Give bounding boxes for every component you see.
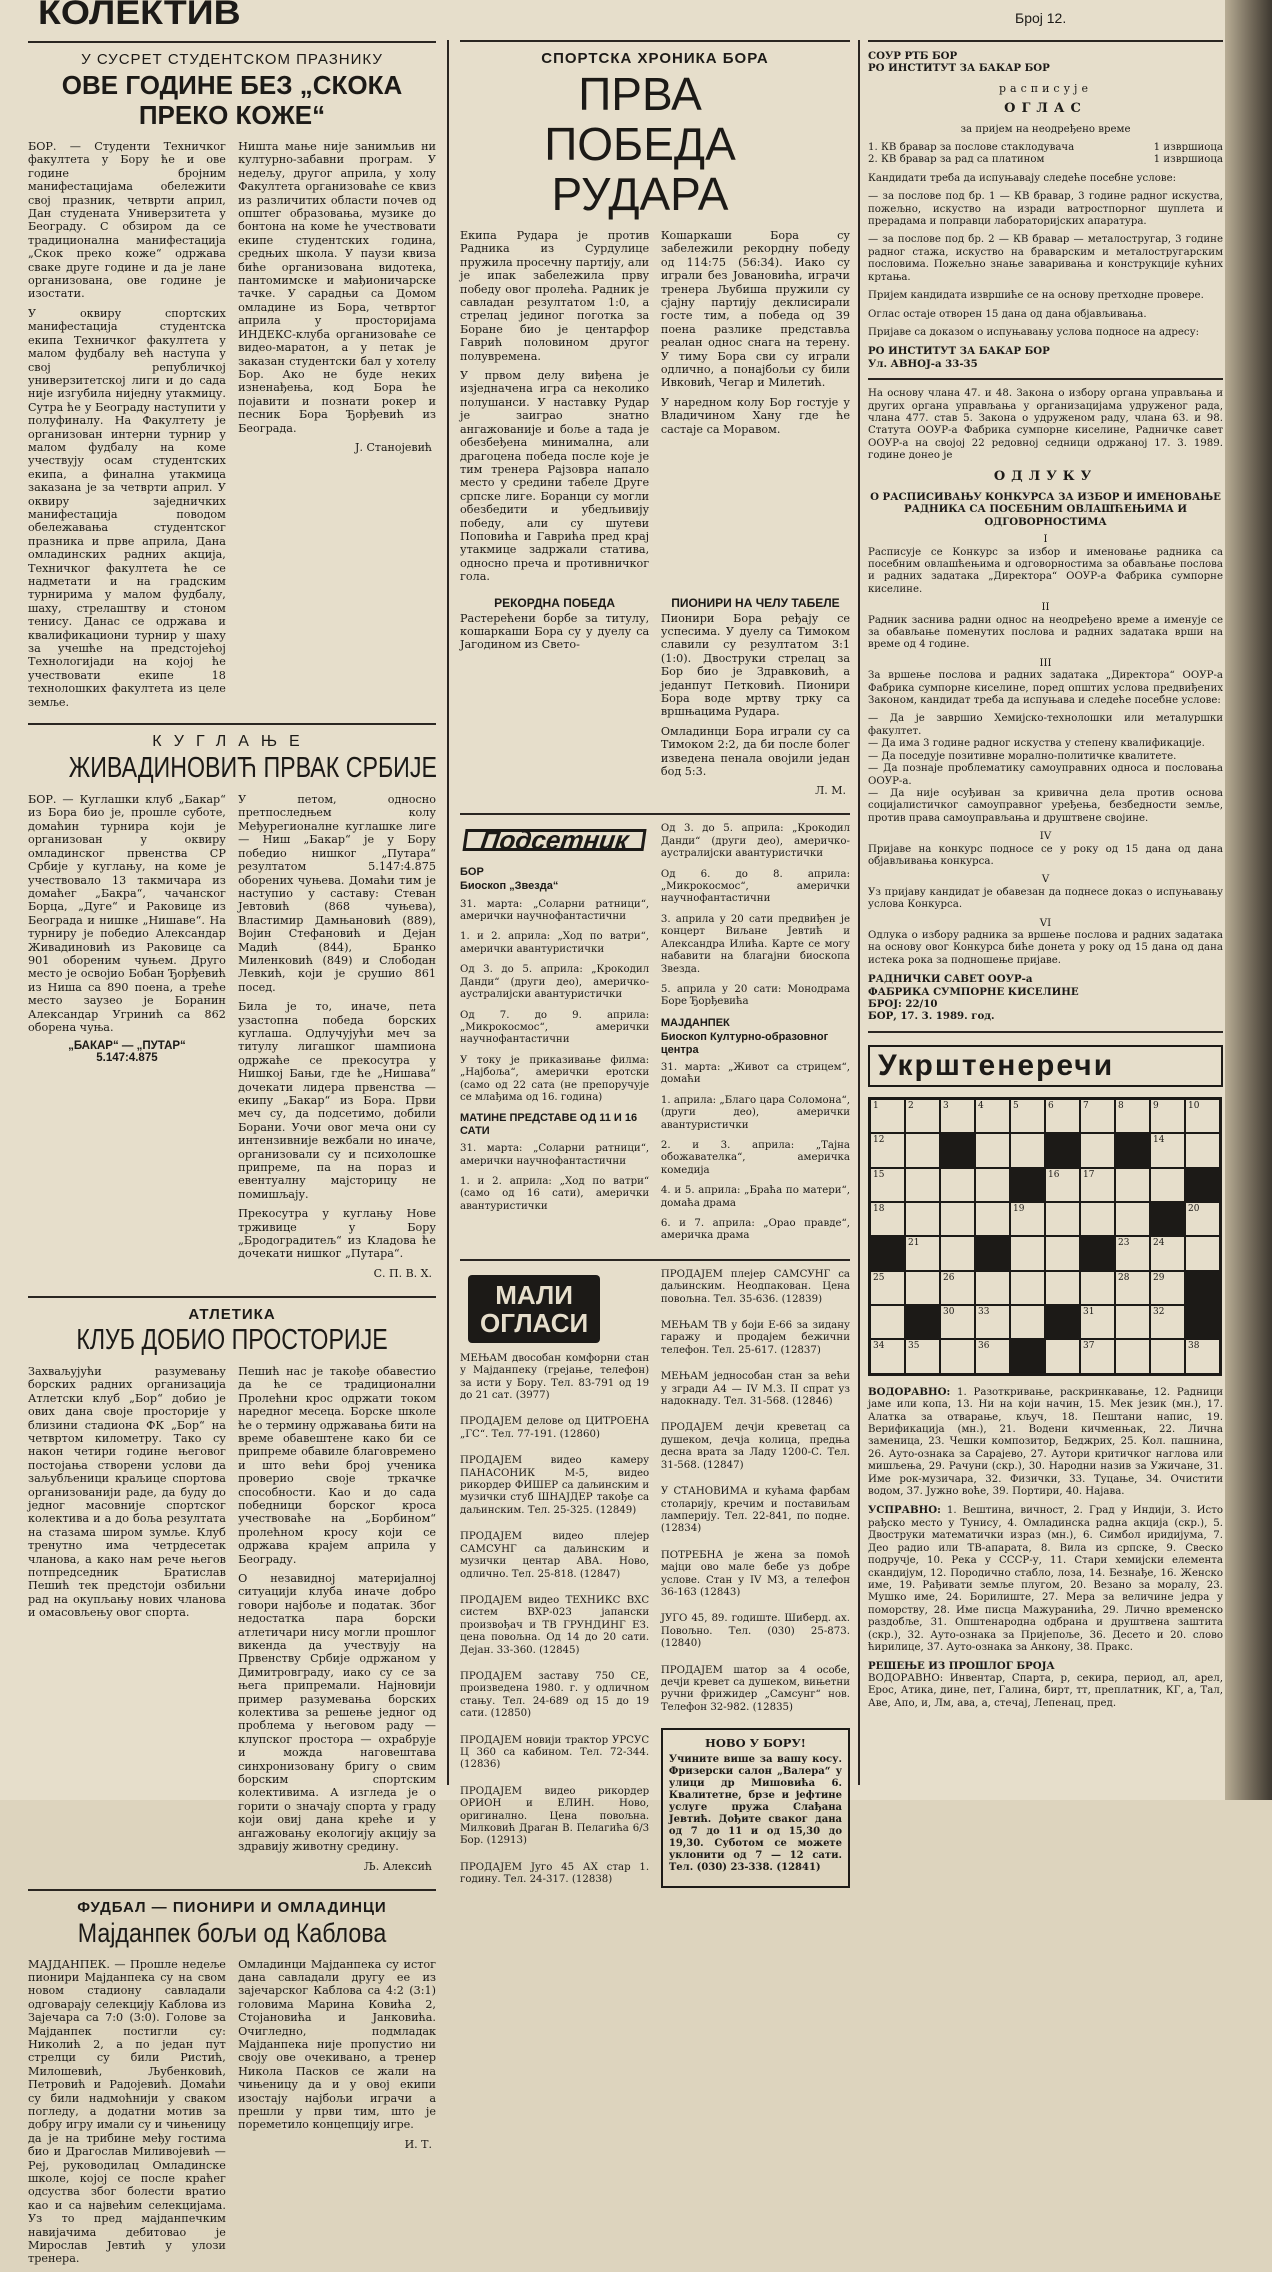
author-signature: Ј. Станојевић <box>355 440 432 454</box>
listing-entry: 31. марта: „Соларни ратници“, амерички научнофантастични <box>460 898 650 923</box>
classified-ad: ПОТРЕБНА је жена за помоћ мајци ово мале бебе уз добре услове. Стан у IV МЗ, а телефон 36-163 (12843) <box>660 1549 850 1598</box>
previous-solution: ВОДОРАВНО: Инвентар, Спарта, р, секира, период, ал, арел, Ерос, Атика, дине, пет, Галина, бирт, тт, преплатник, КГ, а, Тал, Аве, Апо, и, Лм, ава, а, стечај, Лепенац, пред. <box>868 1672 1223 1709</box>
crossword-cell[interactable]: 2 <box>905 1099 940 1133</box>
crossword-black-cell <box>1010 1339 1045 1373</box>
crossword-cell[interactable] <box>905 1202 940 1236</box>
divider <box>868 40 1223 42</box>
article-paragraph: БОР. — Студенти Техничког факултета у Бору ће и ове године бројним манифестацијама обележити свој празник, четврти април, Дан студената Универзитета у Београду. С обзиром да се традиционална манифестација „Скок преко коже“ одржава сваке друге године и да је лане организована, ове године је изостати. <box>28 140 226 301</box>
job-ad-text: Кандидати треба да испуњавају следеће посебне услове: <box>868 172 1177 184</box>
article-kicker: ФУДБАЛ — ПИОНИРИ И ОМЛАДИНЦИ <box>77 1898 387 1916</box>
clues-across-label: ВОДОРАВНО: <box>868 1385 951 1398</box>
column-rule <box>858 40 860 1785</box>
article-paragraph: Омладинци Бора играли су са Тимоком 2:2, да би после болег изведена пенала овојили један бод 5:3. <box>660 724 850 779</box>
job-ad-address: Ул. АВНОЈ-а 33-35 <box>868 357 978 370</box>
crossword-cell[interactable]: 34 <box>870 1339 905 1373</box>
crossword-cell[interactable] <box>1150 1168 1185 1202</box>
article-headline: ЖИВАДИНОВИЋ ПРВАК СРБИЈЕ <box>68 752 437 785</box>
section-number: VI <box>1039 917 1052 929</box>
crossword-black-cell <box>1080 1236 1115 1270</box>
decision-subtitle: О РАСПИСИВАЊУ КОНКУРСА ЗА ИЗБОР И ИМЕНОВАЊЕ РАДНИКА СА ПОСЕБНИМ ОВЛАШЋЕЊИМА И ОДГОВОРНОСТИМА <box>870 490 1221 528</box>
crossword <box>868 1045 1223 1710</box>
match-score: 5.147:4.875 <box>96 1052 158 1065</box>
listing-entry: 6. и 7. априла: „Орао правде“, америчка драма <box>660 1218 850 1242</box>
crossword-cell[interactable] <box>940 1202 975 1236</box>
job-ad-text: — за послове под бр. 1 — КВ бравар, 3 године радног искуства, пожељно, искуство на изради ватростпорног шуплета и прерадама и поправци лабораторијских апаратура. <box>868 191 1223 228</box>
crossword-cell[interactable]: 19 <box>1010 1202 1045 1236</box>
classifieds-logo <box>468 1275 600 1343</box>
crossword-black-cell <box>1045 1133 1080 1167</box>
listing-heading: Биоскоп Културно-образовног центра <box>660 1031 829 1056</box>
podsetnik-logo: Подсетник <box>462 829 647 851</box>
crossword-cell[interactable]: 4 <box>975 1099 1010 1133</box>
divider <box>868 1031 1223 1033</box>
crossword-cell[interactable]: 21 <box>905 1236 940 1270</box>
crossword-cell[interactable]: 33 <box>975 1305 1010 1339</box>
listing-heading: Биоскоп „Звезда“ <box>460 880 559 893</box>
listing-entry: 1. априла: „Благо цара Соломона“, (други део), амерички авантуристички <box>660 1094 850 1131</box>
column-rule <box>447 40 449 1785</box>
divider <box>28 41 436 43</box>
article-headline: КЛУБ ДОБИО ПРОСТОРИЈЕ <box>76 1323 388 1356</box>
classified-ad: ПРОДАЈЕМ делове од ЦИТРОЕНА „ГС“. Тел. 77-191. (12860) <box>460 1416 650 1440</box>
clues-across: 1. Разоткривање, раскринкавање, 12. Радници јаме или копа, 13. Ни на који начин, 15. Мек језик (мн.), 17. Алатка за отварање, кључ, 18. Пештани напис, 19. Верификација (мн.), 21. Водени кичменњак, 22. Лична заменица, 23. Чешки композитор, Беджрих, 25. Кол. пашнина, 26. Ауто-ознака за Сарајево, 27. Аутори критичког наглова или мишљења, 29. Рачуни (скр.), 30. Народни назив за Ужичане, 31. Име рок-музичара, 32. Физички, 33. Туцање, 34. Очистити водом, 37. Јужно воће, 39. Портири, 40. Најава. <box>868 1386 1223 1498</box>
crossword-cell[interactable] <box>975 1168 1010 1202</box>
listing-entry: 1. и 2. априла: „Ход по ватри“, амерички авантуристички <box>460 931 650 955</box>
article-paragraph: Пионири Бора ређају се успесима. У дуелу са Тимоком славили су резултатом 3:1 (1:0). Двоструки стрелац за Бор био је Здравковић, а једанпут Петковић. Пионири Бора воде мртву трку са вршњацима Рудара. <box>660 611 850 719</box>
section-number: IV <box>1039 831 1052 843</box>
crossword-cell[interactable] <box>1080 1271 1115 1305</box>
crossword-black-cell <box>1010 1168 1045 1202</box>
crossword-cell[interactable] <box>905 1168 940 1202</box>
listing-entry: 2. и 3. априла: „Тајна обожавателка“, америчка комедија <box>660 1139 850 1176</box>
classified-ad: ПРОДАЈЕМ новији трактор УРСУС Ц 360 са кабином. Тел. 72-344. (12836) <box>460 1734 650 1771</box>
article-paragraph: У првом делу виђена је изједначена игра са неколико полушанси. У наставку Рудар је заиграо знатно ангажованије и боље а тада је обезбеђена минимална, али драгоцена победа после које је тим тренера Рајзовра напало место у средини табеле Друге српске лиге. Боранци су могли обезбедити и убедљивију победу, али су шутеви Поповића и Гаврића пред крај утакмице задржали статива, односно преча и противничког гола. <box>460 369 650 584</box>
crossword-cell[interactable]: 9 <box>1150 1099 1185 1133</box>
job-ad <box>868 50 1223 370</box>
article-kicker: АТЛЕТИКА <box>188 1305 276 1323</box>
salon-ad-text: Учините више за вашу косу. Фризерски салон „Валера“ у улици др Мишовића 6. Квалитетне, брзе и јефтине услуге пружа Слађана Јевтић. Дођите сваког дана од 7 до 11 и од 15,30 до 19,30. Суботом се можете уклонити од 7 — 12 сати. Тел. (030) 23-338. (12841) <box>668 1754 842 1874</box>
crossword-black-cell <box>1150 1202 1185 1236</box>
crossword-black-cell <box>1045 1305 1080 1339</box>
crossword-cell[interactable] <box>1080 1202 1115 1236</box>
requirement: — Да није осуђиван за кривична дела против основа социјалистичког самоуправног уређења, безбедности земље, против права самоуправљања и друштвене својине. <box>868 787 1223 824</box>
article-football-youth <box>28 1899 436 2272</box>
crossword-cell[interactable]: 12 <box>870 1133 905 1167</box>
author-signature: Љ. Алексић <box>363 1859 432 1873</box>
crossword-cell[interactable] <box>1185 1236 1220 1270</box>
crossword-cell[interactable] <box>1115 1202 1150 1236</box>
crossword-cell[interactable]: 1 <box>870 1099 905 1133</box>
crossword-cell[interactable]: 29 <box>1150 1271 1185 1305</box>
crossword-cell[interactable] <box>1045 1202 1080 1236</box>
article-paragraph: У петом, односно претпоследњем колу Међурегионалне куглашке лиге — Ниш „Бакар“ је у Бору победио нишког „Путара“ резултатом 5.147:4.875 оборених чуњева. Домаћи тим је наступио у саставу: Стеван Јевтовић (868 чуњева), Властимир Дамњановић (889), Војин Стефановић и Дејан Мадић (844), Бранко Миленковић (849) и Слободан Левкић, који је срушио 861 посед. <box>238 793 436 994</box>
crossword-cell[interactable]: 16 <box>1045 1168 1080 1202</box>
listing-entry: 31. марта: „Соларни ратници“, амерички научнофантастични <box>460 1143 650 1167</box>
crossword-cell[interactable] <box>1115 1339 1150 1373</box>
crossword-grid <box>868 1097 1222 1376</box>
divider <box>460 1259 850 1261</box>
job-ad-text: Пријаве са доказом о испуњавању услова подносе на адресу: <box>868 326 1200 338</box>
classifieds-logo-line: ОГЛАСИ <box>480 1307 589 1338</box>
job-item: 2. КВ бравар за рад са платином <box>868 154 1045 166</box>
listing-entry: У току је приказивање филма: „Најбоља“, амерички еротски (само од 22 сата (не препоручује се млађима од 16. година) <box>460 1054 650 1103</box>
job-ad-subtitle: за пријем на неодређено време <box>960 123 1131 135</box>
article-paragraph: Била је то, иначе, пета узастопна победа борских куглаша. Одлучујући меч за титулу лигашког шампиона одржаће се прекосутра у Нишкој Бањи, где ће „Нишава“ дочекати лидера првенства — екипу „Бакар“ из Бора. Први меч су, да подсетимо, добили Борани. Уочи овог меча они су интензивније вежбали но иначе, организовали су и психолошке припреме, па на пораз и евентуалну мајсторицу не помишљају. <box>238 1000 436 1201</box>
crossword-cell[interactable] <box>975 1133 1010 1167</box>
crossword-cell[interactable] <box>1045 1271 1080 1305</box>
crossword-cell[interactable] <box>940 1236 975 1270</box>
crossword-cell[interactable] <box>1185 1133 1220 1167</box>
crossword-black-cell <box>1185 1305 1220 1339</box>
job-ad-text: Оглас остаје отворен 15 дана од дана објављивања. <box>868 308 1147 320</box>
crossword-cell[interactable] <box>870 1305 905 1339</box>
article-paragraph: Омладинци Мајданпека су истог дана савладали другу ее из зајечарског Каблова са 4:2 (3:1) головима Марина Ковића 2, Стојановића и Јанковића. Очигледно, подмладак Мајданпека није пропустио ни своју ове очекивано, а тренер Никола Пасков се жали на чињеницу да и у овој екипи изостају најбољи играчи а прешли у први тим, што је пореметило концепцију игре. <box>238 1957 436 2132</box>
decision-signature: БОР, 17. 3. 1989. год. <box>868 1010 995 1023</box>
classified-ad: ПРОДАЈЕМ шатор за 4 особе, дечји кревет са душеком, вињетни ручни фрижидер „Самсунг“ нов. Телефон 32-982. (12835) <box>660 1664 850 1713</box>
author-signature: И. Т. <box>404 2137 432 2151</box>
section-number: I <box>1043 534 1048 546</box>
job-ad-text: — за послове под бр. 2 — КВ бравар — металостругар, 3 године радног стажа, искуство на браварским и металостругарским пословима. Пожељно знање заваривања и конструкције кућних кртања. <box>868 234 1223 283</box>
requirement: — Да поседује позитивне морално-политичке квалитете. <box>868 750 1177 762</box>
decision-signature: РАДНИЧКИ САВЕТ ООУР-а <box>868 973 1033 986</box>
job-ad-title: ОГЛАС <box>1004 101 1087 117</box>
decision-title: ОДЛУКУ <box>993 468 1098 484</box>
article-headline: Мајданпек бољи од Каблова <box>77 1917 387 1948</box>
crossword-cell[interactable] <box>1045 1236 1080 1270</box>
clues-down-label: УСПРАВНО: <box>868 1504 941 1517</box>
listing-entry: 5. априла у 20 сати: Монодрама Боре Ђорђевића <box>660 983 850 1008</box>
crossword-cell[interactable]: 26 <box>940 1271 975 1305</box>
divider <box>28 723 436 725</box>
classified-ad: МЕЊАМ ТВ у боји Е-66 за зидану гаражу и продајем бежични телефон. Тел. 25-617. (12837) <box>660 1320 850 1356</box>
crossword-cell[interactable]: 25 <box>870 1271 905 1305</box>
crossword-cell[interactable] <box>905 1133 940 1167</box>
article-athletics <box>28 1306 436 1881</box>
article-headline: ОВЕ ГОДИНЕ БЕЗ „СКОКА ПРЕКО КОЖЕ“ <box>61 70 403 130</box>
crossword-cell[interactable]: 3 <box>940 1099 975 1133</box>
crossword-cell[interactable]: 35 <box>905 1339 940 1373</box>
crossword-cell[interactable]: 7 <box>1080 1099 1115 1133</box>
subheading: ПИОНИРИ НА ЧЕЛУ ТАБЕЛЕ <box>671 595 840 610</box>
article-kicker: У СУСРЕТ СТУДЕНТСКОМ ПРАЗНИКУ <box>81 51 383 68</box>
listing-entry: Од 6. до 8. априла: „Микрокосмос“, амерички научнофантастични <box>660 868 850 905</box>
crossword-cell[interactable]: 31 <box>1080 1305 1115 1339</box>
classified-ad: МЕЊАМ једнособан стан за већи у згради А4 — IV М.З. II спрат уз надокнаду. Тел. 31-568. (12846) <box>660 1371 850 1408</box>
decision-text: Одлука о избору радника за вршење послова и радних задатака на основу овог Конкурса биће донета у року од 15 дана од дана истека рока за подношење пријаве. <box>868 929 1223 966</box>
requirement: — Да је завршио Хемијско-технолошки или металуршки факултет. <box>868 713 1223 737</box>
listing-entry: 4. и 5. априла: „Браћа по матери“, домаћа драма <box>660 1185 850 1209</box>
crossword-black-cell <box>1185 1271 1220 1305</box>
crossword-black-cell <box>940 1133 975 1167</box>
crossword-cell[interactable] <box>975 1202 1010 1236</box>
listing-entry: Од 7. до 9. априла: „Микрокосмос“, амерички научнофантастични <box>460 1009 650 1046</box>
subheading: РЕКОРДНА ПОБЕДА <box>494 595 616 610</box>
article-paragraph: Екипа Рудара је против Радника из Сурдулице пружила просечну партију, али је ипак забележила прву победу овог пролећа. Радник је савладан резултатом 1:0, а стрелац јединог поготка за Боране био је центарфор Гаврић половином другог полувремена. <box>460 229 650 363</box>
article-paragraph: Ништа мање није занимљив ни културно-забавни програм. У недељу, другог априла, у холу Факултета организоваће се квиз из различитих области почев од општег образовања, музике до бонтона на коме ће учествовати екипе студентских година, средњих школа. У паузи квиза биће организована видотека, пантомимске и мађионичарске тачке. У сарадњи са Домом омладине из Бора, четвртог априла у просторијама ИНДЕКС-клуба организоваће се видео-маратон, а у петак је заказан студентски бал у хотелу Бор. Ако не буде неких изненађења, код Бора ће појавити и познати рокер и песник Бора Ђорђевић из Београда. <box>238 140 436 435</box>
crossword-cell[interactable]: 28 <box>1115 1271 1150 1305</box>
job-ad-address: РО ИНСТИТУТ ЗА БАКАР БОР <box>868 345 1050 358</box>
requirement: — Да има 3 године радног искуства у степену квалификације. <box>868 738 1205 750</box>
crossword-cell[interactable]: 20 <box>1185 1202 1220 1236</box>
divider <box>28 1296 436 1298</box>
crossword-cell[interactable] <box>975 1271 1010 1305</box>
decision-notice <box>868 388 1223 1023</box>
crossword-title: Укрштенеречи <box>868 1045 1223 1087</box>
crossword-cell[interactable] <box>940 1168 975 1202</box>
crossword-black-cell <box>905 1305 940 1339</box>
article-sports-chronicle <box>460 50 850 805</box>
listing-heading: МАТИНЕ ПРЕДСТАВЕ ОД 11 И 16 САТИ <box>460 1112 638 1137</box>
divider <box>460 813 850 815</box>
classified-ad: ПРОДАЈЕМ дечји креветац са душеком, дечја колица, предња десна врата за Ладу 1200-С. Тел. 31-568. (12847) <box>660 1422 850 1471</box>
crossword-cell[interactable]: 8 <box>1115 1099 1150 1133</box>
classifieds-logo-line: МАЛИ <box>495 1279 573 1310</box>
crossword-cell[interactable]: 23 <box>1115 1236 1150 1270</box>
crossword-cell[interactable]: 38 <box>1185 1339 1220 1373</box>
article-paragraph: Пешић нас је такође обавестио да ће се традиционални Пролећни крос одржати током наредног месеца. Борске школе ће о термину одржавања бити на време обавештене како би се припреме обавиле благовремено и што већи број ученика проверио своје тркачке способности. Као и до сада победници борског кроса учествоваће на „Борбином“ пролећном кросу који се одржава крајем априла у Београду. <box>238 1364 436 1566</box>
crossword-cell[interactable] <box>1150 1339 1185 1373</box>
crossword-cell[interactable]: 17 <box>1080 1168 1115 1202</box>
decision-text: Радник заснива радни однос на неодређено време а именује се за обављање поменутих послова и радних задатака врши на време од 4 године. <box>868 614 1223 651</box>
match-label: „БАКАР“ — „ПУТАР“ <box>68 1040 186 1053</box>
divider <box>868 378 1223 380</box>
previous-solution-title: РЕШЕЊЕ ИЗ ПРОШЛОГ БРОЈА <box>868 1660 1055 1673</box>
classified-ad: ПРОДАЈЕМ Југо 45 АХ стар 1. годину. Тел. 24-317. (12838) <box>460 1861 650 1886</box>
page-binding-shadow <box>1225 0 1272 1800</box>
crossword-black-cell <box>870 1236 905 1270</box>
crossword-black-cell <box>975 1236 1010 1270</box>
section-number: V <box>1041 874 1050 886</box>
crossword-cell[interactable]: 32 <box>1150 1305 1185 1339</box>
author-signature: Л. М. <box>815 784 846 798</box>
crossword-cell[interactable] <box>1115 1305 1150 1339</box>
decision-text: Пријаве на конкурс подносе се у року од 15 дана од дана објављивања конкурса. <box>868 843 1223 867</box>
job-count: 1 извршиоца <box>1153 154 1223 166</box>
job-ad-org: СОУР РТБ БОР <box>868 50 958 62</box>
crossword-cell[interactable]: 5 <box>1010 1099 1045 1133</box>
clues-down: 1. Вештина, вичност, 2. Град у Индији, 3. Исто рађско место у Тунису, 4. Омладинска радна акција (скр.), 5. Двоструки математички израз (мн.), 6. Симбол иридијума, 7. Део радио или ТВ-апарата, 8. Вила из српске, 9. Свеско подручје, 10. Река у СССР-у, 11. Стари хемијски елемента скандијум, 12. Породично стабло, лоза, 14. Безнађе, 16. Женско име, 19. Рађивати земље плугом, 20. Везано за моралу, 23. Мушко име, 24. Борилиште, 27. Мера за величине једра у поморству, 28. Име писца Мажуранића, 29. Лично временско раздобље, 31. Општенародна одбрана и друштвена заштита (скр.), 32. Ауто-ознака за Пријепоље, 36. Десето и 20. слово ћирилице, 37. Ауто-ознака за Анкону, 38. Пракс. <box>868 1505 1223 1653</box>
job-item: 1. КВ бравар за послове стаклодувача <box>868 142 1075 154</box>
masthead: КОЛЕКТИВ <box>38 0 241 32</box>
section-number: III <box>1039 657 1052 669</box>
divider <box>460 40 850 42</box>
listing-entry: 3. априла у 20 сати предвиђен је концерт Виљане Јевтић и Александра Илића. Карте се могу набавити на благајни биоскопа Звезда. <box>660 913 850 975</box>
crossword-cell[interactable]: 18 <box>870 1202 905 1236</box>
crossword-cell[interactable] <box>1115 1168 1150 1202</box>
decision-signature: БРОЈ: 22/10 <box>868 998 938 1010</box>
crossword-cell[interactable]: 24 <box>1150 1236 1185 1270</box>
crossword-black-cell <box>1185 1168 1220 1202</box>
article-headline: ПРВА ПОБЕДА РУДАРА <box>544 68 736 220</box>
classified-ad: ПРОДАЈЕМ плејер САМСУНГ са даљинским. Неодпакован. Цена повољна. Тел. 35-636. (12839) <box>660 1268 850 1305</box>
crossword-cell[interactable] <box>940 1339 975 1373</box>
article-paragraph: БОР. — Куглашки клуб „Бакар“ из Бора био је, прошле суботе, домаћин турнира који је организован у оквиру омладинског првенства СР Србије у куглању, на коме је учествовало 13 такмичара из домаћег „Бакра“, чачанског Борца, „Дуге“ и Раковице из Београда и нишке „Нишаве“. На турниру је победио Александар Живадиновић из Раковице са 901 обореним чуњем. Друго место је освојио Бобан Ђорђевић из Ниша са 890 поена, а треће место заузео је Боранин Александар Угринић са 862 оборена чуња. <box>28 793 226 1034</box>
job-ad-verb: расписује <box>999 81 1092 95</box>
section-reminder <box>460 823 850 1250</box>
decision-signature: ФАБРИКА СУМПОРНЕ КИСЕЛИНЕ <box>868 985 1079 998</box>
crossword-cell[interactable] <box>1010 1236 1045 1270</box>
column-middle <box>460 0 850 1886</box>
crossword-cell[interactable]: 6 <box>1045 1099 1080 1133</box>
section-classifieds <box>460 1269 850 1901</box>
job-count: 1 извршиоца <box>1153 142 1223 154</box>
crossword-cell[interactable]: 15 <box>870 1168 905 1202</box>
classified-ad: У СТАНОВИМА и кућама фарбам столарију, кречим и поставиљам ламперију. Тел. 22-841, по подне. (12834) <box>660 1486 850 1535</box>
crossword-cell[interactable] <box>1010 1305 1045 1339</box>
article-kicker: КУГЛАЊЕ <box>152 733 312 751</box>
article-kicker: СПОРТСКА ХРОНИКА БОРА <box>541 50 769 67</box>
issue-number: Број 12. <box>1015 10 1067 26</box>
article-paragraph: Растерећени борбе за титулу, кошаркаши Бора су у дуелу са Јагодином из Свето- <box>460 611 650 652</box>
article-paragraph: У оквиру спортских манифестација студентска екипа Техничког факултета у малом фудбалу већ наступа у свој републичкој универзитетској лиги и до сада није изгубила ниједну утакмицу. Сутра ће у Београду наступити у полуфиналу. На Факултету је организован интерни турнир у малом фудбалу на коме учествују осам студентских екипа, а финална утакмица заказана је за четврти април. У оквиру заједничких манифестација поводом обележавања студентског празника и прве априла, Дана омладинских радних акција, Техничког факултета ће се надметати и на градским турнирима у малом фудбалу, шаху, стрелаштву и стоном тенису. Данас се одржава и квалификациони турнир у шаху за учешће на предстојећој Технологијади на којој ће учествовати екипе 18 технолошких факултета из целе земље. <box>28 306 226 709</box>
decision-text: За вршење послова и радних задатака „Директора“ ООУР-а Фабрика сумпорне киселине, поред општих услова предвиђених Законом, кандидат треба да испуњава и следеће посебне услове: <box>868 670 1223 707</box>
salon-ad-title: НОВО У БОРУ! <box>705 1736 806 1751</box>
article-bowling <box>28 733 436 1288</box>
divider <box>28 1889 436 1891</box>
listing-entry: 1. и 2. априла: „Ход по ватри“ (само од 16 сати), амерички авантуристички <box>460 1175 650 1212</box>
article-paragraph: О незавидној материјалној ситуацији клуба иначе добро говори најбоље и податак. Због недостатка пара борски атлетичари нису могли прошлог викенда да учествују на Првенству Србије одржаном у Димитровграду, иако су се за њега припремали. Најновији пример разумевања борских колектива за решење једног од проблема у његовом раду — клупског простора — охрабрује и можда наговештава синхронизовану бригу о свим борским спортским колективима. А изгледа је о горити о значају спорта у граду који овиј дана креће и у ангажовању екологију акцију за здравију животну средину. <box>238 1571 436 1854</box>
listing-entry: Од 3. до 5. априла: „Крокодил Данди“ (други део), америчко-аустралијски авантуристички <box>460 964 650 1001</box>
listing-heading: БОР <box>460 865 484 878</box>
classified-ad: ПРОДАЈЕМ видео ТЕХНИКС ВХС систем ВХР-023 јапански произвођач и ТВ ГРУНДИНГ ЕЗ. цена повољна. Од 14 до 20 сати. Дејан. 33-360. (12845) <box>460 1594 650 1656</box>
crossword-cell[interactable] <box>1010 1133 1045 1167</box>
job-ad-org: РО ИНСТИТУТ ЗА БАКАР БОР <box>868 62 1050 75</box>
crossword-black-cell <box>1115 1133 1150 1167</box>
listing-entry: Од 3. до 5. априла: „Крокодил Данди“ (други део), америчко-аустралијски авантуристички <box>660 823 850 860</box>
crossword-cell[interactable] <box>1045 1339 1080 1373</box>
article-paragraph: У наредном колу Бор гостује у Владичином Хану где ће састаје са Моравом. <box>660 395 850 436</box>
column-left <box>28 0 437 2266</box>
listing-entry: 31. марта: „Живот са стрицем“, домаћи <box>660 1061 850 1086</box>
author-signature: С. П. В. Х. <box>373 1266 432 1280</box>
decision-text: На основу члана 47. и 48. Закона о избору органа управљања и других органа управљања у организацијама удруженог рада, члана 477. став 5. Закона о удруженом раду, члана 63. и 98. Статута ООУР-а Фабрика сумпорне киселине, Радничке савет ООУР-а на својој 22 редовној седници одржаној 17. 3. 1989. године донео је <box>868 388 1223 462</box>
requirement: — Да познаје проблематику самоуправних односа и пословања ООУР-а. <box>868 763 1223 787</box>
job-ad-text: Пријем кандидата извршиће се на основу претходне провере. <box>868 290 1204 302</box>
crossword-cell[interactable] <box>905 1271 940 1305</box>
article-paragraph: Захваљујући разумевању борских радних организација Атлетски клуб „Бор“ добио је ових дана своје просторије у близини стадиона ФК „Бор“ на четвртом километру. Тако су након четири године његовог постојања створени услови да заљубљеници краљице спортова организованији раде, да буду до једног масовније спортског колектива и а до боља резултата на стазама широм зумље. Клуб тренутно има четрдесетак чланова, а како нам рече његов потпредседник Братислав Пешић тек предстоји озбиљни рад на окупљању нових чланова и омасовљењу овог спорта. <box>28 1364 226 1620</box>
crossword-cell[interactable]: 36 <box>975 1339 1010 1373</box>
classified-ad: МЕЊАМ двособан комфорни стан у Мајданпеку (грејање, телефон) за исти у Бору. Тел. 83-791 од 19 до 21 сат. (3977) <box>460 1352 650 1402</box>
article-paragraph: МАЈДАНПЕК. — Прошле недеље пионири Мајданпека су на свом новом стадиону савладали одговарају селекцију Каблова из Зајечара са 7:0 (3:0). Голове за Мајданпек постигли су: Николић 2, а по један пут стрелци су били Ристић, Милошевић, Љубенковић, Петровић и Радојевић. Домаћи су били надмоћнији у сваком погледу, а додатни мотив за добру игру имали су и чињеницу да је на трибине међу гостима био и Драгослав Миливојевић — Реј, руководилац Омладинске школе, којој се после краћег одсуства због болести вратио као и са највећим селекцијама. Уз то пред мајданпечким навијачима дебитовао је Мирослав Јевтић у улози тренера. <box>28 1957 226 2266</box>
salon-ad <box>661 1728 850 1888</box>
crossword-cell[interactable]: 10 <box>1185 1099 1220 1133</box>
crossword-cell[interactable]: 14 <box>1150 1133 1185 1167</box>
crossword-cell[interactable]: 30 <box>940 1305 975 1339</box>
article-student-holiday <box>28 51 436 715</box>
section-number: II <box>1041 602 1050 614</box>
classified-ad: ПРОДАЈЕМ видео камеру ПАНАСОНИК М-5, видео рикордер ФИШЕР са даљинским и музички стуб ШНАЈДЕР такође са даљинским. Тел. 25-325. (12849) <box>460 1455 650 1516</box>
listing-heading: МАЈДАНПЕК <box>660 1016 730 1029</box>
classified-ad: ПРОДАЈЕМ заставу 750 СЕ, произведена 1980. г. у одличном стању. Тел. 24-689 од 15 до 19 сати. (12850) <box>460 1670 650 1720</box>
classified-ad: ЈУГО 45, 89. годиште. Шиберд. ах. Повољно. Тел. (030) 25-873. (12840) <box>660 1613 850 1650</box>
crossword-cell[interactable]: 37 <box>1080 1339 1115 1373</box>
article-paragraph: Кошаркаши Бора су забележили рекордну победу од 114:75 (56:34). Иако су играли без Јовановића, играчи тренера Љубиша пружили су сјајну партију деклисирали госте тим, а победа од 39 поена разлике представља реалан однос снага на терену. У тиму Бора сви су играли одлично, а понајбољи су били Ивковић, Чегар и Милетић. <box>660 229 850 390</box>
decision-text: Уз пријаву кандидат је обавезан да поднесе доказ о испуњавању услова Конкурса. <box>868 886 1223 911</box>
decision-text: Расписује се Конкурс за избор и именовање радника са посебним овлашћењима и одговорностима за обављање послова и радних задатака „Директора“ ООУР-а Фабрика сумпорне киселине. <box>868 546 1223 595</box>
classified-ad: ПРОДАЈЕМ видео рикордер ОРИОН и ЕЛИН. Ново, оригинално. Цена повољна. Милковић Драган В. Пелагића 6/3 Бор. (12913) <box>460 1785 650 1847</box>
article-paragraph: Прекосутра у куглању Нове трживице у Бору „Бродоградитељ“ из Кладова ће дочекати нишког „Путара“. <box>238 1207 436 1261</box>
column-right <box>868 0 1223 1800</box>
crossword-cell[interactable] <box>1010 1271 1045 1305</box>
classified-ad: ПРОДАЈЕМ видео плејер САМСУНГ са даљинским и музички центар АВА. Ново, одлично. Тел. 25-818. (12847) <box>460 1531 650 1580</box>
crossword-cell[interactable] <box>1080 1133 1115 1167</box>
